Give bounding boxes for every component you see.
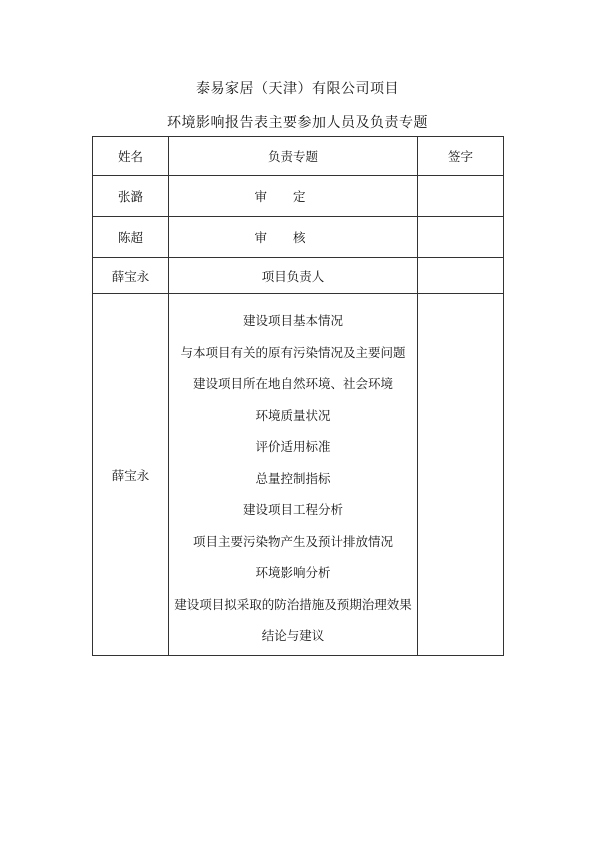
person-name: 薛宝永 (93, 258, 169, 294)
signature-cell (418, 258, 504, 294)
person-name: 张潞 (93, 176, 169, 217)
header-topic: 负责专题 (169, 137, 418, 176)
table-row (93, 217, 504, 258)
topic-item: 总量控制指标 (255, 470, 331, 486)
topic-item: 与本项目有关的原有污染情况及主要问题 (180, 344, 406, 360)
person-topic: 项目负责人 (169, 258, 418, 294)
person-topic: 审核 (169, 217, 418, 258)
topic-item: 建设项目基本情况 (242, 313, 343, 329)
topic-item: 结论与建议 (261, 628, 325, 644)
topic-item: 环境影响分析 (255, 565, 331, 581)
table-row (93, 176, 504, 217)
person-name: 薛宝永 (93, 294, 169, 656)
topic-item: 建设项目拟采取的防治措施及预期治理效果 (174, 596, 412, 612)
topic-item: 项目主要污染物产生及预计排放情况 (192, 533, 393, 549)
topic-item: 评价适用标准 (255, 439, 331, 455)
table-row (93, 294, 504, 656)
topic-item: 环境质量状况 (255, 407, 331, 423)
header-signature: 签字 (418, 137, 504, 176)
header-name: 姓名 (93, 137, 169, 176)
topic-list (169, 297, 417, 652)
document-title: 环境影响报告表主要参加人员及负责专题 (167, 115, 428, 131)
person-name: 陈超 (93, 217, 169, 258)
signature-cell (418, 176, 504, 217)
personnel-table (92, 136, 504, 656)
topic-item: 建设项目所在地自然环境、社会环境 (192, 376, 393, 392)
person-topic: 审定 (169, 176, 418, 217)
table-row (93, 258, 504, 294)
signature-cell (418, 217, 504, 258)
topic-list-cell (169, 294, 418, 656)
table-header-row (93, 137, 504, 176)
topic-item: 建设项目工程分析 (242, 502, 343, 518)
signature-cell (418, 294, 504, 656)
company-project-title: 泰易家居（天津）有限公司项目 (196, 81, 399, 97)
